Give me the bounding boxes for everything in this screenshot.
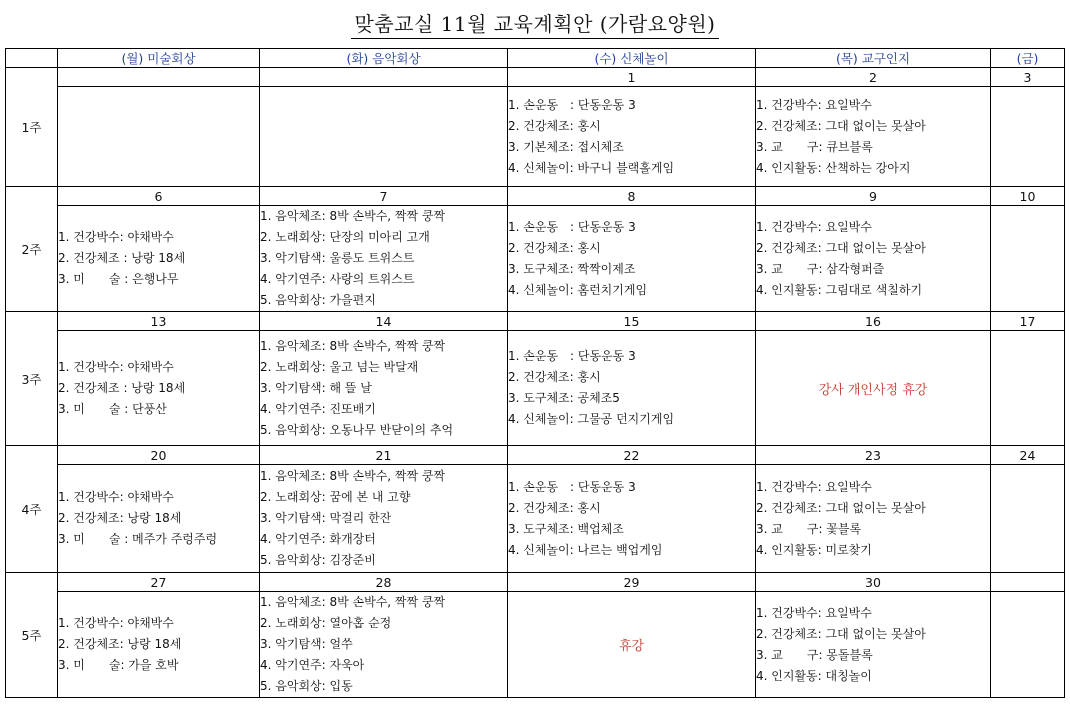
activity-line: 1. 건강박수: 야채박수 [58, 359, 174, 374]
activity-line: 5. 음악회상: 입동 [260, 679, 353, 693]
activity-cell-monday [58, 592, 260, 698]
activity-line: 3. 미 술 : 단풍산 [58, 401, 167, 416]
day-number-monday: 27 [58, 573, 260, 592]
activity-line: 2. 건강체조 : 낭랑 18세 [58, 380, 186, 395]
activity-line: 2. 건강체조: 낭랑 18세 [58, 511, 182, 525]
activity-line: 1. 손운동 : 단동운동 3 [508, 97, 636, 112]
activity-line: 1. 음악체조: 8박 손박수, 짝짝 쿵짝 [260, 209, 446, 223]
header-tuesday: (화) 음악회상 [260, 49, 508, 68]
activity-line: 1. 음악체조: 8박 손박수, 짝짝 쿵짝 [260, 595, 446, 609]
activity-line: 3. 악기탐색: 막걸리 한잔 [260, 511, 392, 525]
day-number-thursday: 2 [756, 68, 991, 87]
activity-line: 4. 악기연주: 자욱아 [260, 658, 365, 672]
activity-line: 1. 음악체조: 8박 손박수, 짝짝 쿵짝 [260, 338, 446, 353]
header-wednesday: (수) 신체놀이 [508, 49, 756, 68]
day-number-friday: 3 [991, 68, 1065, 87]
activity-row [6, 87, 1065, 187]
day-number-thursday: 30 [756, 573, 991, 592]
day-number-friday: 24 [991, 446, 1065, 465]
activity-line: 3. 미 술 : 은행나무 [58, 272, 179, 286]
activity-line: 2. 건강체조: 그대 없이는 못살아 [756, 500, 926, 515]
activity-line: 3. 도구체조: 짝짝이제조 [508, 261, 636, 276]
cancel-note: 휴강 [508, 592, 756, 698]
header-week-blank [6, 49, 58, 68]
activity-line: 2. 건강체조: 홍시 [508, 370, 601, 384]
day-number-wednesday: 8 [508, 187, 756, 206]
day-number-monday [58, 68, 260, 87]
activity-line: 3. 교 구: 삼각형퍼즐 [756, 261, 885, 276]
activity-cell-monday [58, 465, 260, 573]
activity-line: 2. 건강체조: 낭랑 18세 [58, 637, 182, 651]
activity-cell-tuesday [260, 206, 508, 312]
activity-line: 2. 건강체조 : 낭랑 18세 [58, 251, 186, 265]
activity-line: 4. 악기연주: 사랑의 트위스트 [260, 272, 415, 286]
day-number-row [6, 446, 1065, 465]
activity-line: 3. 미 술 : 메주가 주렁주렁 [58, 532, 218, 546]
activity-line: 3. 교 구: 꽃블록 [756, 521, 862, 536]
activity-line: 2. 건강체조: 그대 없이는 못살아 [756, 240, 926, 255]
day-number-tuesday [260, 68, 508, 87]
activity-line: 5. 음악회상: 가을편지 [260, 293, 376, 307]
activity-line: 4. 악기연주: 화개장터 [260, 532, 376, 546]
activity-cell-monday [58, 87, 260, 187]
activity-cell-wednesday [508, 206, 756, 312]
activity-line: 4. 인지활동: 미로찾기 [756, 542, 872, 557]
day-number-thursday: 9 [756, 187, 991, 206]
activity-line: 2. 노래회상: 울고 넘는 박달재 [260, 359, 419, 374]
activity-line: 2. 노래회상: 꿈에 본 내 고향 [260, 490, 411, 504]
activity-line: 1. 건강박수: 요일박수 [756, 219, 872, 234]
activity-line: 1. 손운동 : 단동운동 3 [508, 349, 636, 363]
activity-line: 4. 신체놀이: 바구니 블랙홀게임 [508, 160, 675, 175]
day-number-row [6, 68, 1065, 87]
day-number-row [6, 187, 1065, 206]
activity-cell-wednesday [508, 87, 756, 187]
activity-line: 4. 악기연주: 진또배기 [260, 401, 376, 416]
activity-line: 2. 건강체조: 홍시 [508, 118, 601, 133]
activity-line: 3. 악기탐색: 해 뜰 날 [260, 380, 372, 395]
activity-cell-tuesday [260, 592, 508, 698]
header-friday: (금) [991, 49, 1065, 68]
activity-cell-wednesday [508, 331, 756, 446]
week-label: 5주 [6, 573, 58, 698]
week-label: 1주 [6, 68, 58, 187]
activity-line: 3. 도구체조: 공체조5 [508, 391, 620, 405]
day-number-wednesday: 1 [508, 68, 756, 87]
day-number-friday [991, 573, 1065, 592]
activity-cell-wednesday [508, 465, 756, 573]
day-number-friday: 17 [991, 312, 1065, 331]
activity-line: 2. 건강체조: 홍시 [508, 240, 601, 255]
day-number-monday: 6 [58, 187, 260, 206]
day-number-row [6, 573, 1065, 592]
activity-row [6, 331, 1065, 446]
activity-line: 1. 건강박수: 요일박수 [756, 479, 872, 494]
activity-cell-thursday [756, 206, 991, 312]
activity-line: 1. 손운동 : 단동운동 3 [508, 219, 636, 234]
activity-cell-monday [58, 331, 260, 446]
activity-row [6, 206, 1065, 312]
activity-line: 4. 신체놀이: 나르는 백업게임 [508, 542, 663, 557]
activity-row [6, 592, 1065, 698]
activity-line: 4. 인지활동: 산책하는 강아지 [756, 160, 911, 175]
cancel-note: 강사 개인사정 휴강 [756, 331, 991, 446]
day-number-tuesday: 14 [260, 312, 508, 331]
activity-line: 3. 악기탐색: 울릉도 트위스트 [260, 251, 415, 265]
activity-line: 1. 건강박수: 야채박수 [58, 616, 174, 630]
activity-line: 1. 음악체조: 8박 손박수, 짝짝 쿵짝 [260, 469, 446, 483]
activity-line: 4. 신체놀이: 홈런치기게임 [508, 282, 648, 297]
activity-cell-tuesday [260, 87, 508, 187]
activity-line: 2. 건강체조: 그대 없이는 못살아 [756, 118, 926, 133]
day-number-tuesday: 21 [260, 446, 508, 465]
activity-cell-friday [991, 206, 1065, 312]
activity-line: 4. 신체놀이: 그물공 던지기게임 [508, 412, 675, 426]
header-monday: (월) 미술회상 [58, 49, 260, 68]
activity-line: 5. 음악회상: 오동나무 반닫이의 추억 [260, 422, 454, 437]
week-label: 2주 [6, 187, 58, 312]
day-number-friday: 10 [991, 187, 1065, 206]
week-label: 3주 [6, 312, 58, 446]
day-number-row [6, 312, 1065, 331]
day-number-monday: 20 [58, 446, 260, 465]
activity-cell-thursday [756, 87, 991, 187]
day-number-monday: 13 [58, 312, 260, 331]
day-number-wednesday: 15 [508, 312, 756, 331]
activity-line: 1. 건강박수: 야채박수 [58, 490, 174, 504]
activity-line: 1. 건강박수: 야채박수 [58, 230, 174, 244]
activity-line: 4. 인지활동: 대칭놀이 [756, 668, 872, 683]
page-title: 맞춤교실 11월 교육계획안 (가람요양원) [0, 8, 1070, 39]
day-number-tuesday: 28 [260, 573, 508, 592]
header-thursday: (목) 교구인지 [756, 49, 991, 68]
activity-cell-thursday [756, 592, 991, 698]
activity-line: 1. 건강박수: 요일박수 [756, 605, 872, 620]
activity-line: 1. 건강박수: 요일박수 [756, 97, 872, 112]
activity-cell-monday [58, 206, 260, 312]
activity-line: 3. 교 구: 큐브블록 [756, 139, 873, 154]
activity-cell-friday [991, 592, 1065, 698]
activity-row [6, 465, 1065, 573]
week-label: 4주 [6, 446, 58, 573]
activity-line: 3. 교 구: 몽돌블록 [756, 647, 873, 662]
day-number-wednesday: 22 [508, 446, 756, 465]
activity-line: 3. 악기탐색: 얼쑤 [260, 637, 353, 651]
activity-line: 1. 손운동 : 단동운동 3 [508, 479, 636, 494]
header-row [6, 49, 1065, 68]
activity-line: 3. 도구체조: 백업체조 [508, 521, 624, 536]
activity-cell-friday [991, 465, 1065, 573]
activity-cell-friday [991, 331, 1065, 446]
activity-line: 2. 노래회상: 열아홉 순정 [260, 616, 392, 630]
activity-cell-friday [991, 87, 1065, 187]
schedule-table [5, 48, 1065, 698]
day-number-wednesday: 29 [508, 573, 756, 592]
activity-line: 3. 기본체조: 접시체조 [508, 139, 624, 154]
activity-line: 4. 인지활동: 그림대로 색칠하기 [756, 282, 923, 297]
activity-line: 3. 미 술: 가을 호박 [58, 658, 179, 672]
day-number-tuesday: 7 [260, 187, 508, 206]
day-number-thursday: 23 [756, 446, 991, 465]
activity-line: 2. 건강체조: 그대 없이는 못살아 [756, 626, 926, 641]
day-number-thursday: 16 [756, 312, 991, 331]
activity-cell-tuesday [260, 331, 508, 446]
activity-line: 2. 건강체조: 홍시 [508, 500, 601, 515]
activity-line: 5. 음악회상: 김장준비 [260, 553, 376, 567]
activity-line: 2. 노래회상: 단장의 미아리 고개 [260, 230, 430, 244]
activity-cell-tuesday [260, 465, 508, 573]
activity-cell-thursday [756, 465, 991, 573]
